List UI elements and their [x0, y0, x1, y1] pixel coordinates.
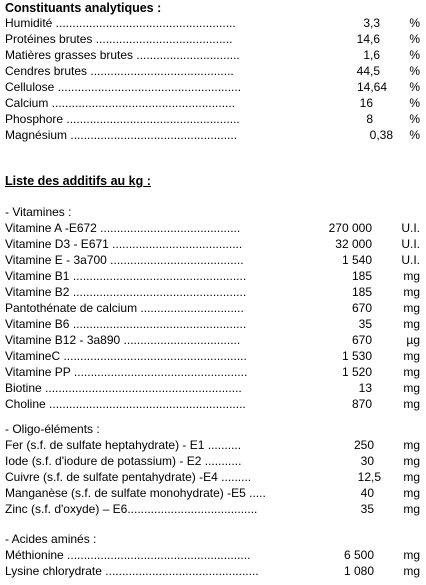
row-value: 40 — [360, 486, 374, 500]
vitamin-row — [5, 332, 426, 348]
row-label: Vitamine B12 - 3a890 ................................... — [5, 333, 241, 347]
row-value: 1 520 — [341, 365, 372, 379]
amino-subheading: - Acides aminés : — [5, 532, 97, 546]
analytic-row — [5, 47, 426, 63]
analytic-row — [5, 127, 426, 143]
row-unit: mg — [403, 454, 420, 468]
row-label: Phosphore .................................................... — [5, 112, 240, 126]
row-value: 270 000 — [328, 221, 372, 235]
vitamin-row — [5, 220, 426, 236]
vitamin-row — [5, 396, 426, 412]
vitamin-row — [5, 236, 426, 252]
row-value: 14,64 — [356, 80, 387, 94]
row-unit: % — [409, 112, 420, 126]
row-unit: µg — [406, 333, 420, 347]
row-value: 12,5 — [357, 470, 381, 484]
row-unit: % — [409, 96, 420, 110]
row-unit: U.I. — [401, 221, 420, 235]
row-unit: % — [409, 128, 420, 142]
row-label: Cellulose ....................................................... — [5, 80, 242, 94]
row-unit: mg — [403, 564, 420, 578]
row-label: Matières grasses brutes ............................... — [5, 48, 240, 62]
analytic-row — [5, 95, 426, 111]
row-unit: mg — [403, 502, 420, 516]
row-label: Manganèse (s.f. de sulfate monohydrate) -E5 ..... — [5, 486, 266, 500]
row-value: 30 — [360, 454, 374, 468]
row-unit: mg — [403, 269, 420, 283]
vitamin-row — [5, 348, 426, 364]
row-label: Méthionine ....................................................... — [5, 548, 251, 562]
row-label: Vitamine E - 3a700 ........................................ — [5, 253, 244, 267]
oligo-subheading: - Oligo-éléments : — [5, 422, 100, 436]
row-label: Protéines brutes ......................................... — [5, 32, 233, 46]
row-value: 1 080 — [343, 564, 374, 578]
row-value: 250 — [353, 438, 374, 452]
oligo-row — [5, 437, 426, 453]
row-value: 185 — [351, 285, 372, 299]
row-value: 670 — [351, 333, 372, 347]
row-unit: mg — [403, 317, 420, 331]
amino-row — [5, 547, 426, 563]
oligo-row — [5, 453, 426, 469]
vitamins-subheading: - Vitamines : — [5, 205, 72, 219]
row-label: Vitamine D3 - E671 ....................................... — [5, 237, 243, 251]
vitamin-row — [5, 252, 426, 268]
row-unit: mg — [403, 548, 420, 562]
row-unit: U.I. — [401, 237, 420, 251]
row-value: 6 500 — [343, 548, 374, 562]
row-unit: mg — [403, 285, 420, 299]
row-value: 3,3 — [363, 16, 380, 30]
row-value: 16 — [359, 96, 373, 110]
row-value: 670 — [351, 301, 372, 315]
row-value: 35 — [360, 502, 374, 516]
vitamin-row — [5, 300, 426, 316]
row-value: 35 — [358, 317, 372, 331]
row-unit: mg — [403, 470, 420, 484]
row-label: Biotine ........................................................... — [5, 381, 242, 395]
analytic-heading: Constituants analytiques : — [5, 1, 162, 15]
row-label: Zinc (s.f. d'oxyde) – E6....................................... — [5, 502, 258, 516]
row-label: Vitamine B2 .................................................... — [5, 285, 247, 299]
row-label: Magnésium .................................................. — [5, 128, 238, 142]
row-label: VitamineC ....................................................... — [5, 349, 247, 363]
row-label: Pantothénate de calcium ............................... — [5, 301, 244, 315]
row-value: 185 — [351, 269, 372, 283]
row-label: Vitamine B6 .................................................... — [5, 317, 247, 331]
row-unit: mg — [403, 365, 420, 379]
row-label: Vitamine PP .................................................... — [5, 365, 248, 379]
row-unit: U.I. — [401, 253, 420, 267]
row-value: 14,6 — [356, 32, 380, 46]
row-value: 870 — [351, 397, 372, 411]
vitamin-row — [5, 364, 426, 380]
row-label: Cuivre (s.f. de sulfate pentahydrate) -E4 ......... — [5, 470, 252, 484]
row-label: Vitamine B1 .................................................... — [5, 269, 247, 283]
row-unit: mg — [403, 381, 420, 395]
analytic-row — [5, 31, 426, 47]
vitamin-row — [5, 284, 426, 300]
vitamin-row — [5, 316, 426, 332]
oligo-row — [5, 469, 426, 485]
oligo-row — [5, 485, 426, 501]
analytic-row — [5, 79, 426, 95]
row-value: 13 — [358, 381, 372, 395]
row-unit: mg — [403, 301, 420, 315]
row-unit: % — [409, 48, 420, 62]
analytic-row — [5, 63, 426, 79]
analytic-row — [5, 111, 426, 127]
row-value: 1 540 — [341, 253, 372, 267]
row-unit: mg — [403, 486, 420, 500]
row-value: 1,6 — [363, 48, 380, 62]
vitamin-row — [5, 268, 426, 284]
row-unit: mg — [403, 349, 420, 363]
row-unit: mg — [403, 397, 420, 411]
additives-heading: Liste des additifs au kg : — [5, 174, 151, 188]
row-value: 44,5 — [356, 64, 380, 78]
amino-row — [5, 563, 426, 579]
row-label: Lysine chlorydrate .............................................. — [5, 564, 259, 578]
row-label: Humidité ...................................................... — [5, 16, 236, 30]
vitamin-row — [5, 380, 426, 396]
row-label: Calcium ....................................................... — [5, 96, 236, 110]
row-unit: % — [409, 32, 420, 46]
row-unit: % — [409, 80, 420, 94]
row-label: Iode (s.f. d'iodure de potassium) - E2 ........... — [5, 454, 242, 468]
row-unit: % — [409, 16, 420, 30]
row-label: Vitamine A -E672 .......................................... — [5, 221, 241, 235]
row-label: Cendres brutes ........................................... — [5, 64, 234, 78]
row-value: 8 — [366, 112, 373, 126]
row-label: Fer (s.f. de sulfate heptahydrate) - E1 .......... — [5, 438, 242, 452]
row-value: 1 530 — [341, 349, 372, 363]
row-unit: mg — [403, 438, 420, 452]
row-label: Choline ........................................................... — [5, 397, 246, 411]
row-unit: % — [409, 64, 420, 78]
oligo-row — [5, 501, 426, 517]
row-value: 0,38 — [369, 128, 393, 142]
row-value: 32 000 — [335, 237, 372, 251]
analytic-row — [5, 15, 426, 31]
